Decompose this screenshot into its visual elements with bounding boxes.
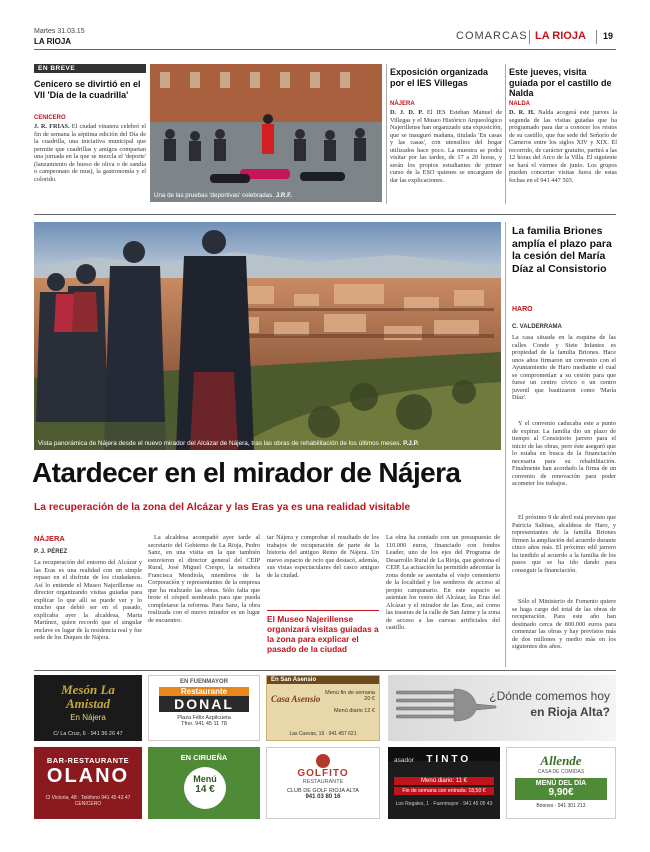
ad-amistad[interactable]: [34, 675, 142, 741]
villegas-kicker: NÁJERA: [390, 101, 415, 107]
ad-olano[interactable]: [34, 747, 142, 819]
ad-allende-address: Briones · 941 301 213: [536, 803, 586, 809]
ad-allende-menu: [515, 778, 607, 800]
brief-caption-credit: J.R.F.: [275, 192, 292, 199]
main-byline: P. J. PÉREZ: [34, 549, 68, 555]
ad-golfito-club: CLUB DE GOLF RIOJA ALTA: [287, 788, 359, 794]
main-photo-caption: [38, 440, 419, 447]
villegas-body: [390, 109, 502, 202]
ad-amistad-place: En Nájera: [70, 713, 106, 722]
ad-golfito[interactable]: [266, 747, 380, 819]
ad-tinto-header: [388, 747, 500, 765]
ad-cirueña-price: 14 €: [195, 784, 215, 795]
ad-golfito-name: GOLFITO: [297, 768, 349, 779]
brief-byline: J. R. FRÍAS.: [34, 123, 70, 130]
ad-donal-address: Plaza Félix Azpilcueta: [177, 715, 231, 721]
main-col-4: La obra ha contado con un presupuesto de 110.000 euros, financiado con fondos Leader, uno de los ejes del Programa de Desarrollo Rural de La Rioja, que gestiona el CEIP. La actuación ha permitido adecentar la zona donde se asentaba el viejo cementerio de la localidad y los senderos de acceso al propio campanario. En este espacio se asientan los restos del Alcázar, las Eras del Alcázar y el mirador de las Eras, así como las traseras de la calle de San Jaime y la zona de acceso a las cuevas artificiales del castillo.: [386, 534, 500, 631]
villegas-title: Exposición organizada por el IES Villegas: [390, 67, 489, 88]
ads-top-rule: [34, 670, 616, 671]
briones-body-4: Sólo el Ministerio de Fomento quiere se haga cargo del total de las obras de recuperación. Para este año han destinado cerca de 800.000 euros para comenzar las obras y hay previstos más de dos millones y medio más en los siguientes dos años.: [512, 598, 616, 650]
ad-olano-town: CENICERO: [74, 801, 102, 807]
brief-body: [34, 123, 146, 195]
ad-cirueña-badge: [184, 767, 226, 809]
briones-body-2: Y el convenio caducaba este a punto de expirar. La familia dio un plazo de tiempo al Consistorio jarrero para el inicio de las obras, pero éste aseguró que lo estaba en busca de la financiación necesaria para su rehabilitación. Finalmente han acordado la firma de un convenio de renovación para poder acometer los trabajos.: [512, 420, 616, 487]
ad-allende-price: 9,90€: [548, 787, 574, 798]
header-section-brand: LA RIOJA: [535, 30, 586, 42]
ad-allende-name: Allende: [540, 753, 582, 768]
brief-title: Cenicero se divirtió en el VII 'Día de la cuadrilla': [34, 79, 141, 100]
ad-donal-top: EN FUENMAYOR: [179, 679, 229, 685]
header-divider-2: [596, 30, 597, 44]
villegas-byline: D. J. D. P.: [390, 109, 424, 116]
col-rule-2: [505, 64, 506, 204]
top-section-rule: [34, 214, 616, 215]
brief-body-text: El ciudad vinatera celebró el fin de semana la séptima edición del Día de la cuadrilla, una iniciativa municipal que permite que cuadrillas y amigos compartan una jornada en la que se mezcla el 'deporte' (lanzamiento de hueso de oliva o de sandía o campeonato de mus), la gastronomía y el colorido.: [34, 123, 146, 183]
nalda-kicker: NALDA: [509, 101, 530, 107]
ad-promo[interactable]: [388, 675, 616, 741]
briones-body-3: El próximo 9 de abril está previsto que Patricia Salinas, alcaldesa de Haro, y representantes de la familia Briones firmen la ampliación del acuerdo durante cinco años más. El próximo edil jarrero ha tendido al acuerdo a la familia de los pasos que se ha ido dando para conseguir la financiación.: [512, 514, 616, 574]
ad-asensio[interactable]: [266, 675, 380, 741]
main-col-2: La alcaldesa acompañó ayer tarde al secretario del Gobierno de La Rioja, Pedro Sanz, en una visita en la que también estuvieron el director general del CEIP Rural, José Miguel Crespo, la senadora Francisca Mendiola, miembros de la Corporación y representantes de la empresa que ha realizado las obras. Sólo falta que brote el césped sembrado para que pueda completarse la reforma. Para Sanz, la obra realizada con el nuevo mirador es un lugar de encuentro.: [148, 534, 260, 624]
main-photo: [34, 222, 501, 450]
brief-tag: EN BREVE: [34, 64, 146, 73]
brief-photo: [150, 64, 382, 202]
ad-tinto-menu2: Fin de semana con entrada: 18,50 €: [394, 787, 494, 795]
fork-icon: [388, 675, 498, 741]
ad-asensio-address: Las Cuevas, 19 · 941 457 621: [289, 731, 357, 737]
main-photo-scene: [34, 222, 501, 450]
ad-olano-name: OLANO: [46, 765, 130, 787]
col-rule-3: [505, 222, 506, 667]
nalda-body: [509, 109, 617, 202]
ad-golfito-sub: RESTAURANTE: [302, 779, 344, 785]
header-rule: [34, 49, 616, 50]
nalda-title: Este jueves, visita guiada por el castillo de Nalda: [509, 67, 612, 98]
main-col-3: tar Nájera y comprobar el resultado de los trabajos de recuperación de parte de la historia del antiguo Reino de Nájera. Un nuevo espacio de ocio que destacó, además, sus vistas espectaculares del casco antiguo de la ciudad.: [267, 534, 379, 579]
ad-tinto-address: Los Regales, 1 · Fuenmayor · 941 45 05 43: [395, 801, 493, 807]
ad-asensio-name: Casa Asensio: [271, 694, 321, 704]
col-rule-1: [386, 64, 387, 204]
header-date: Martes 31.03.15: [34, 28, 85, 35]
ad-donal-type: Restaurante: [159, 687, 249, 696]
ad-promo-line1: ¿Dónde comemos hoy: [489, 689, 610, 703]
brief-kicker: CENICERO: [34, 115, 66, 121]
main-kicker: NÁJERA: [34, 534, 65, 543]
ad-donal[interactable]: [148, 675, 260, 741]
brief-photo-caption: [154, 192, 292, 199]
ad-donal-phone: Tfno. 941 45 11 78: [181, 721, 227, 727]
ad-amistad-address: C/ La Cruz, 6 · 941 36 26 47: [53, 731, 123, 737]
ad-olano-address: Cl Victoria, 48 · Teléfono 941 45 43 47: [45, 795, 131, 801]
ad-asensio-menu1: Menú fin de semana 20 €: [325, 690, 375, 702]
main-subtitle: La recuperación de la zona del Alcázar y las Eras ya es una realidad visitable: [34, 502, 411, 513]
main-caption-credit: P.J.P.: [403, 440, 419, 447]
ad-golfito-logo: [316, 754, 330, 768]
ad-allende[interactable]: [506, 747, 616, 819]
ad-tinto[interactable]: [388, 747, 500, 819]
nalda-body-text: Nalda acogerá este jueves la segunda de las visitas guiadas que ha programado para dar a conocer los restos de su castillo, que fue sede del Señorío de Cameros entre los siglos XIV y XIX. El recorrido, de carácter gratuito, partirá a las 12 horas del Arco de la Villa. El siguiente se hará el viernes de junio. Los grupos pueden concertar visitas fuera de estas fechas en el 941 447 503.: [509, 109, 617, 184]
sidebox-title: El Museo Najerillense organizará visitas guiadas a la zona para explicar el pasado de la ciudad: [267, 614, 379, 654]
brief-photo-scene: [150, 64, 382, 202]
ad-tinto-top: asador: [394, 757, 414, 764]
ad-tinto-name: TINTO: [426, 754, 472, 765]
ad-allende-label: MENÚ DEL DÍA: [535, 780, 587, 787]
header-section: COMARCAS: [456, 30, 528, 42]
ad-cirueña-top: EN CIRUEÑA: [180, 753, 228, 762]
briones-body-1: La casa situada en la esquina de las calles Conde y Siete Infantes es propiedad de la familia Briones. Hace unos años firmaron un convenio con el Ayuntamiento de Haro mediante el cual se comprometían a su cesión para que fuese un centro cívico o un centro juvenil que bautizaron como 'María Díaz'.: [512, 334, 616, 401]
main-caption-text: Vista panorámica de Nájera desde el nuevo mirador del Alcázar de Nájera, tras las obras de rehabilitación de los últimos meses.: [38, 440, 402, 447]
page-number: 19: [603, 31, 614, 41]
villegas-body-text: El IES Esteban Manuel de Villegas y el Museo Histórico Arqueológico Najerillense han organizado una exposición, que se inauguró mañana, titulada 'En casas y las casas', con utensilios del hogar utilizados hace poco. La muestra se podrá visitar por las tardes, de 17 a 20 horas, y serán los propios estudiantes de primer curso de la ESO quienes se encarguen de dar las explicaciones.: [390, 109, 502, 184]
sidebox-rule-top: [267, 610, 379, 611]
ad-tinto-menu1: Menú diario: 11 €: [394, 777, 494, 785]
ad-golfito-phone: 941 03 80 16: [305, 794, 341, 800]
brief-caption-text: Una de las pruebas 'deportivas' celebradas.: [154, 192, 274, 199]
ad-allende-sub: CASA DE COMIDAS: [537, 769, 585, 775]
ad-cirueña-label: Menú: [193, 774, 217, 784]
briones-title: La familia Briones amplía el plazo para la cesión del María Díaz al Consistorio: [512, 225, 612, 275]
ad-asensio-top: En San Asensio: [267, 676, 379, 684]
ad-amistad-name: Mesón La Amistad: [61, 682, 115, 711]
main-title: Atardecer en el mirador de Nájera: [32, 457, 461, 488]
ad-olano-top: BAR-RESTAURANTE: [46, 756, 130, 765]
briones-byline: C. VALDERRAMA: [512, 324, 562, 330]
header-divider: [529, 30, 530, 44]
header-paper: LA RIOJA: [34, 37, 72, 46]
ad-promo-line2: en Rioja Alta?: [530, 705, 610, 719]
ad-donal-name: DONAL: [159, 696, 249, 712]
ad-asensio-menu2: Menú diario 12 €: [334, 708, 375, 714]
nalda-byline: D. R. H.: [509, 109, 535, 116]
main-col-1: La recuperación del entorno del Alcázar y las Eras es una realidad con un simple repaso en el disfrute de los ciudadanos. Así lo entiende el Museo Najerillense su director organizando visitas guiadas para explicar lo que allí se puede ver y lo mucho que debió ser en el pasado, explicaba ayer la alcaldesa, Marta Martínez, quien recordó que el singular enclave es lugar de la residencia real y fue sede de los Duques de Nájera.: [34, 559, 142, 641]
briones-kicker: HARO: [512, 306, 533, 313]
ad-cirueña[interactable]: [148, 747, 260, 819]
